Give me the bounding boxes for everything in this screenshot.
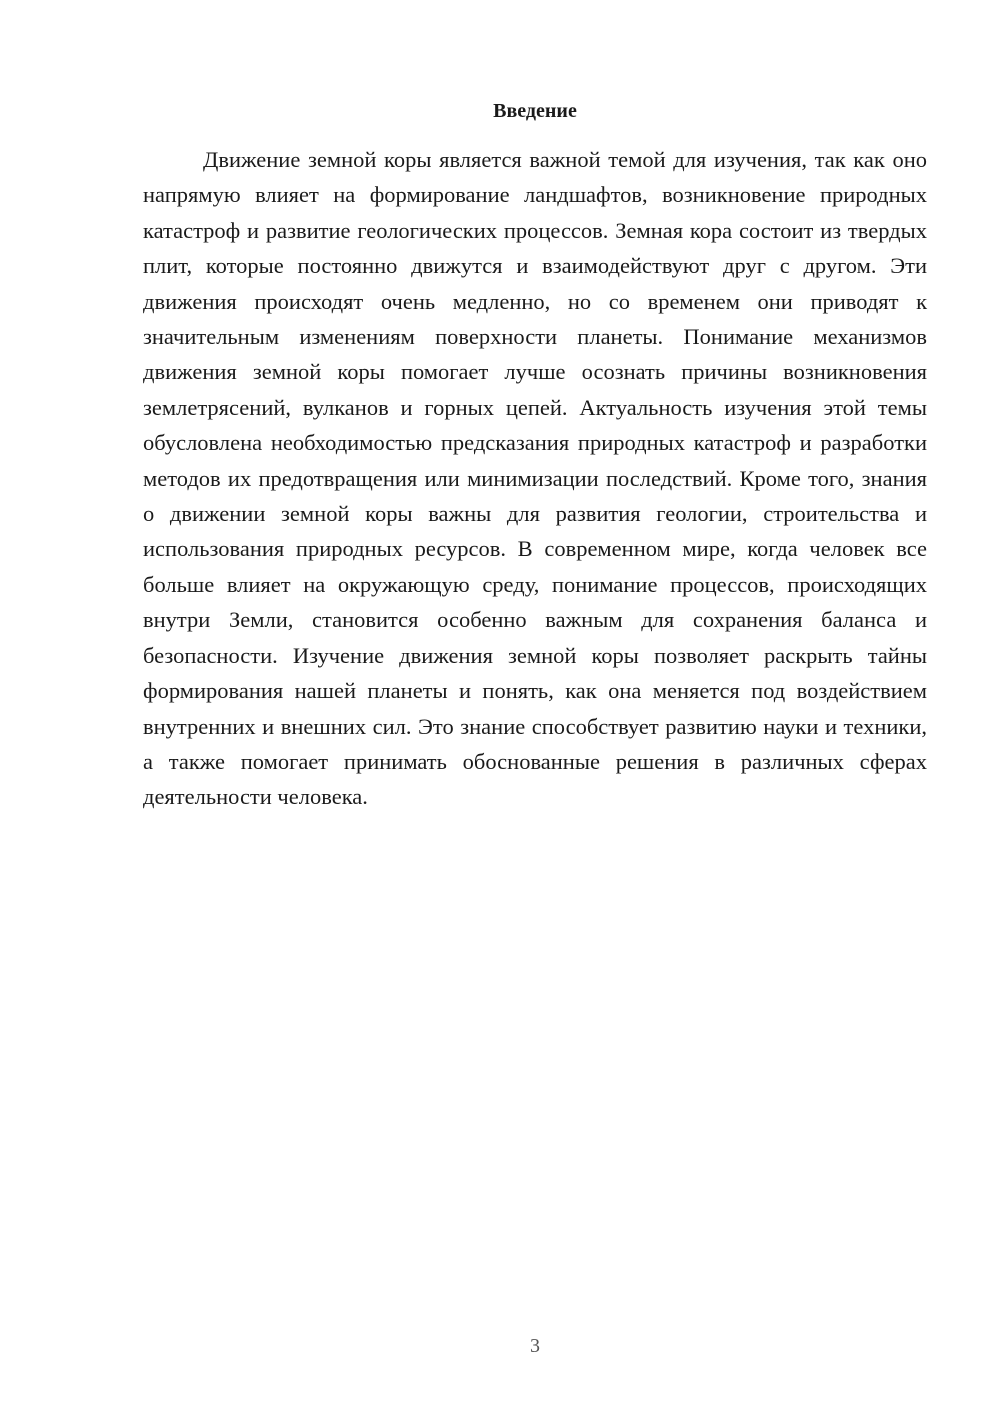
section-heading: Введение bbox=[493, 100, 577, 122]
page-number: 3 bbox=[530, 1335, 540, 1357]
body-paragraph: Движение земной коры является важной темой для изучения, так как оно напрямую влияет на формирование ландшафтов, возникновение природных катастроф и развитие геологических процессов. Земная кора состоит из твердых плит, которые постоянно движутся и взаимодействуют друг с другом. Эти движения происходят очень медленно, но со временем они приводят к значительным изменениям поверхности планеты. Понимание механизмов движения земной коры помогает лучше осознать причины возникновения землетрясений, вулканов и горных цепей. Актуальность изучения этой темы обусловлена необходимостью предсказания природных катастроф и разработки методов их предотвращения или минимизации последствий. Кроме того, знания о движении земной коры важны для развития геологии, строительства и использования природных ресурсов. В современном мире, когда человек все больше влияет на окружающую среду, понимание процессов, происходящих внутри Земли, становится особенно важным для сохранения баланса и безопасности. Изучение движения земной коры позволяет раскрыть тайны формирования нашей планеты и понять, как она меняется под воздействием внутренних и внешних сил. Это знание способствует развитию науки и техники, а также помогает принимать обоснованные решения в различных сферах деятельности человека. bbox=[143, 147, 927, 810]
